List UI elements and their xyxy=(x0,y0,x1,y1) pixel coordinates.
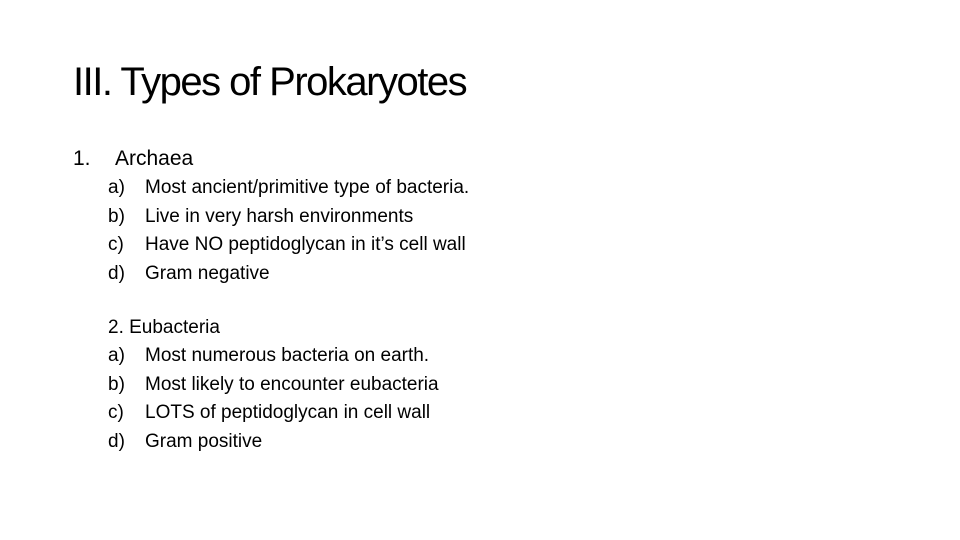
eubacteria-list xyxy=(108,342,439,456)
list-item xyxy=(108,174,469,203)
list-marker: a) xyxy=(108,177,125,198)
eubacteria-heading: 2. Eubacteria xyxy=(108,317,220,338)
slide-title: III. Types of Prokaryotes xyxy=(73,60,467,104)
list-marker: b) xyxy=(108,205,125,227)
archaea-list xyxy=(108,174,469,288)
list-item-text: Have NO peptidoglycan in it’s cell wall xyxy=(145,234,466,255)
list-item-text: Most likely to encounter eubacteria xyxy=(145,373,439,395)
list-item xyxy=(108,371,439,400)
list-item xyxy=(108,399,439,428)
list-marker: b) xyxy=(108,373,125,395)
list-item-text: Most ancient/primitive type of bacteria. xyxy=(145,177,470,198)
list-item xyxy=(108,342,439,371)
list-item-text: Gram negative xyxy=(145,262,270,284)
archaea-heading-text: Archaea xyxy=(115,147,194,170)
list-marker: d) xyxy=(108,430,125,452)
archaea-heading xyxy=(73,143,193,175)
list-item xyxy=(108,260,469,289)
list-marker: c) xyxy=(108,234,124,255)
list-item xyxy=(108,428,439,457)
list-marker: a) xyxy=(108,345,125,366)
list-marker: d) xyxy=(108,262,125,284)
list-item-text: Live in very harsh environments xyxy=(145,205,414,227)
archaea-number: 1. xyxy=(73,147,91,170)
list-item-text: LOTS of peptidoglycan in cell wall xyxy=(145,402,431,423)
list-item-text: Most numerous bacteria on earth. xyxy=(145,345,430,366)
list-marker: c) xyxy=(108,402,124,423)
list-item xyxy=(108,203,469,232)
list-item xyxy=(108,231,469,260)
list-item-text: Gram positive xyxy=(145,430,263,452)
